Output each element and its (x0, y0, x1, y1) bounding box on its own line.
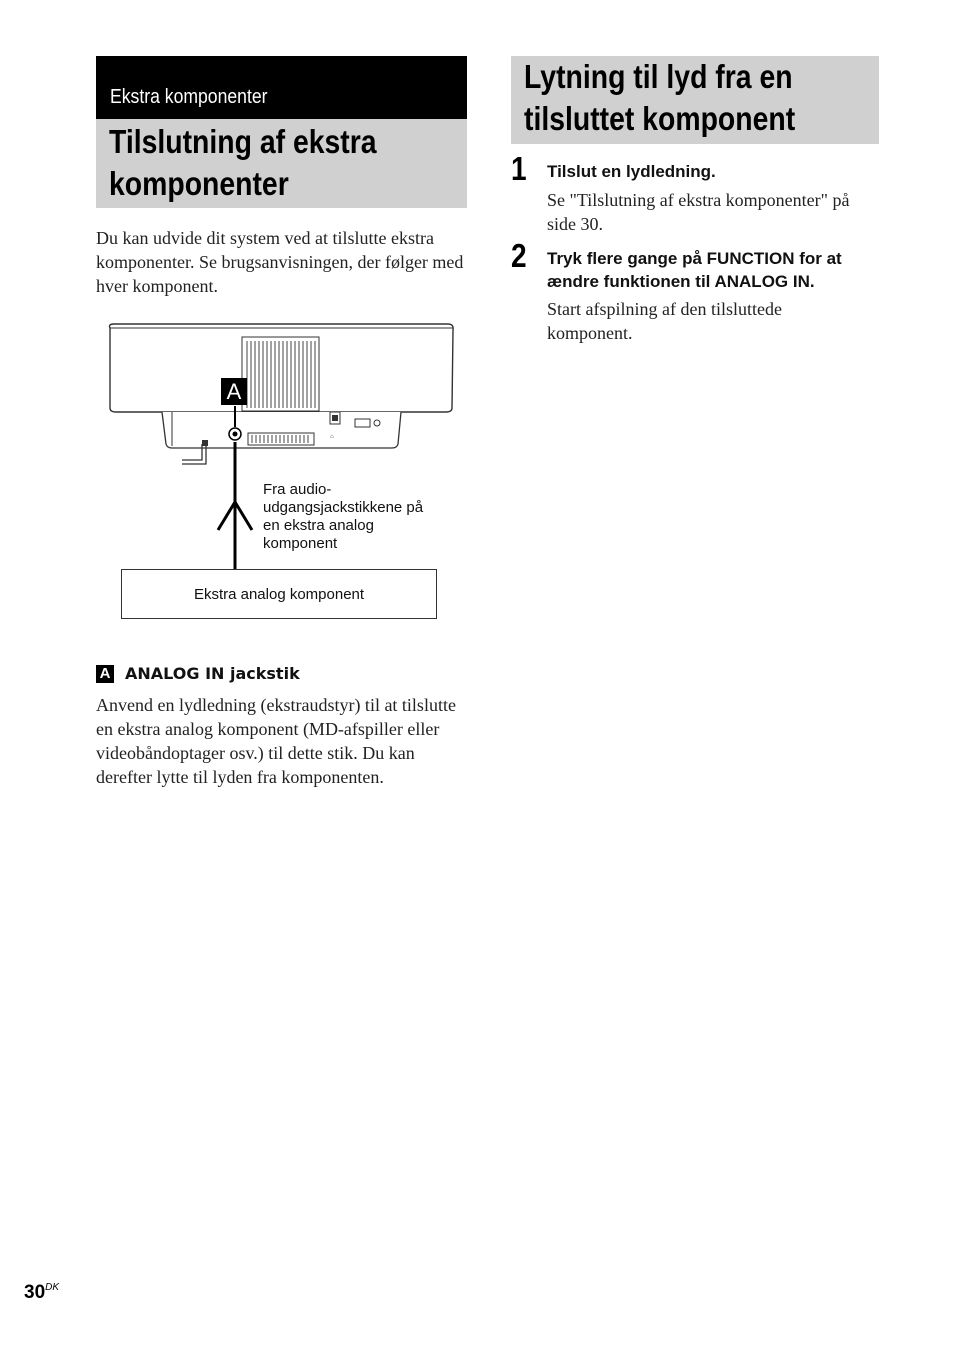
marker-a-label: A (221, 378, 247, 405)
section-title-right-line-2: tilsluttet komponent (524, 100, 796, 137)
step-title-1: Tilslut en lydledning. (547, 162, 716, 181)
connection-diagram (96, 312, 468, 630)
step-number-2: 2 (511, 237, 527, 274)
step-body-2: Start afspilning af den tilsluttede komponent. (547, 299, 782, 343)
section-title-box-right (511, 56, 879, 144)
section-title (109, 121, 377, 205)
page-number: $30^{DK}$ (24, 1282, 60, 1303)
section-header-bar (96, 56, 467, 119)
analog-in-heading-text: ANALOG IN jackstik (125, 664, 300, 683)
step-number-1: 1 (511, 150, 527, 187)
section-title-right (524, 56, 795, 140)
figure-callout: Fra audio- udgangsjackstikkene på en ekstra analog komponent (263, 481, 424, 552)
port-small (355, 419, 370, 427)
section-label: Ekstra komponenter (110, 86, 268, 108)
analog-in-description: Anvend en lydledning (ekstraudstyr) til at tilslutte en ekstra analog komponent (MD-afspiller eller videobåndoptager osv.) til dette stik. Du kan derefter lytte til lyden fra komponenten. (96, 695, 456, 787)
external-component-box: Ekstra analog komponent (121, 569, 437, 619)
section-title-line-1: Tilslutning af ekstra (109, 123, 377, 160)
analog-in-heading (96, 664, 300, 683)
step-title-2: Tryk flere gange på FUNCTION for at ændre funktionen til ANALOG IN. (547, 249, 842, 291)
section-title-box (96, 119, 467, 208)
step-body-1: Se "Tilslutning af ekstra komponenter" på side 30. (547, 190, 850, 234)
svg-text:⌂: ⌂ (330, 434, 334, 440)
intro-paragraph: Du kan udvide dit system ved at tilslutte ekstra komponenter. Se brugsanvisningen, der følger med hver komponent. (96, 228, 464, 296)
section-title-right-line-1: Lytning til lyd fra en (524, 58, 793, 95)
marker-a-badge: A (96, 665, 114, 683)
section-title-line-2: komponenter (109, 165, 289, 202)
page-locale-suffix: DK (45, 1282, 60, 1293)
